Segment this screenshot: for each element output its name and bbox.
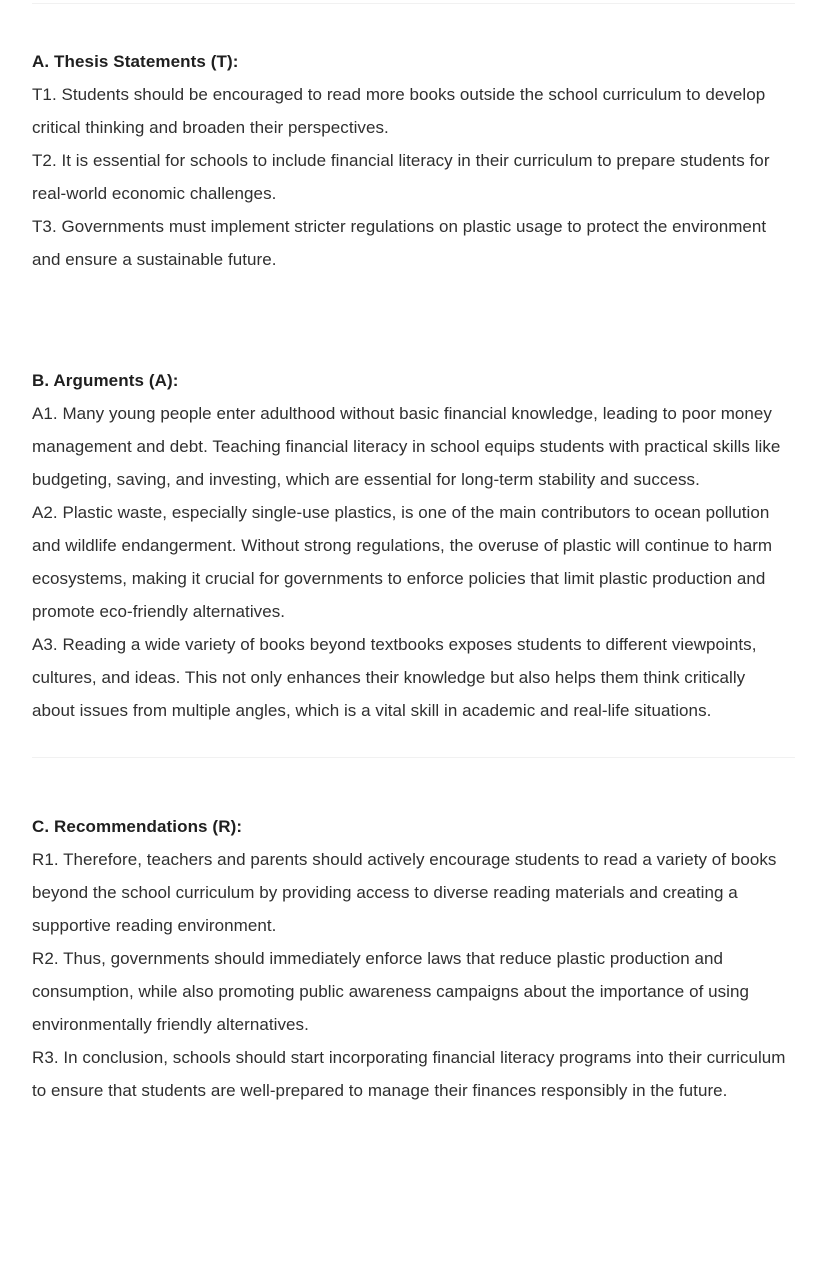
recommendation-item-r1: R1. Therefore, teachers and parents should actively encourage students to read a variety of books beyond the school curriculum by providing access to diverse reading materials and creating a supportive reading environment. (32, 850, 777, 935)
spacer-arguments-divider (32, 727, 787, 757)
thesis-item-t3: T3. Governments must implement stricter regulations on plastic usage to protect the environment and ensure a sustainable future. (32, 217, 767, 269)
section-heading-thesis-statements: A. Thesis Statements (T): (32, 52, 239, 71)
section-thesis-statements (32, 4, 787, 276)
document-content-lower (0, 758, 827, 1107)
document-page (0, 3, 827, 1275)
section-heading-recommendations: C. Recommendations (R): (32, 817, 243, 836)
argument-item-a1: A1. Many young people enter adulthood without basic financial knowledge, leading to poor money management and debt. Teaching financial literacy in school equips students with practical skills like budgeting, saving, and investing, which are essential for long-term stability and success. (32, 404, 781, 489)
section-arguments (32, 364, 787, 727)
section-recommendations (32, 810, 787, 1107)
spacer-thesis-arguments (32, 276, 787, 364)
section-heading-arguments: B. Arguments (A): (32, 371, 179, 390)
recommendation-item-r2: R2. Thus, governments should immediately enforce laws that reduce plastic production and consumption, while also promoting public awareness campaigns about the importance of using environmentally friendly alternatives. (32, 949, 750, 1034)
argument-item-a3: A3. Reading a wide variety of books beyond textbooks exposes students to different viewpoints, cultures, and ideas. This not only enhances their knowledge but also helps them think critically about issues from multiple angles, which is a vital skill in academic and real-life situations. (32, 635, 757, 720)
spacer-divider-recommendations (32, 758, 787, 810)
document-content (0, 4, 827, 757)
argument-item-a2: A2. Plastic waste, especially single-use plastics, is one of the main contributors to ocean pollution and wildlife endangerment. Without strong regulations, the overuse of plastic will continue to harm ecosystems, making it crucial for governments to enforce policies that limit plastic production and promote eco-friendly alternatives. (32, 503, 773, 621)
thesis-item-t1: T1. Students should be encouraged to read more books outside the school curriculum to develop critical thinking and broaden their perspectives. (32, 85, 766, 137)
thesis-item-t2: T2. It is essential for schools to include financial literacy in their curriculum to prepare students for real-world economic challenges. (32, 151, 770, 203)
recommendation-item-r3: R3. In conclusion, schools should start incorporating financial literacy programs into their curriculum to ensure that students are well-prepared to manage their finances responsibly in the future. (32, 1048, 786, 1100)
